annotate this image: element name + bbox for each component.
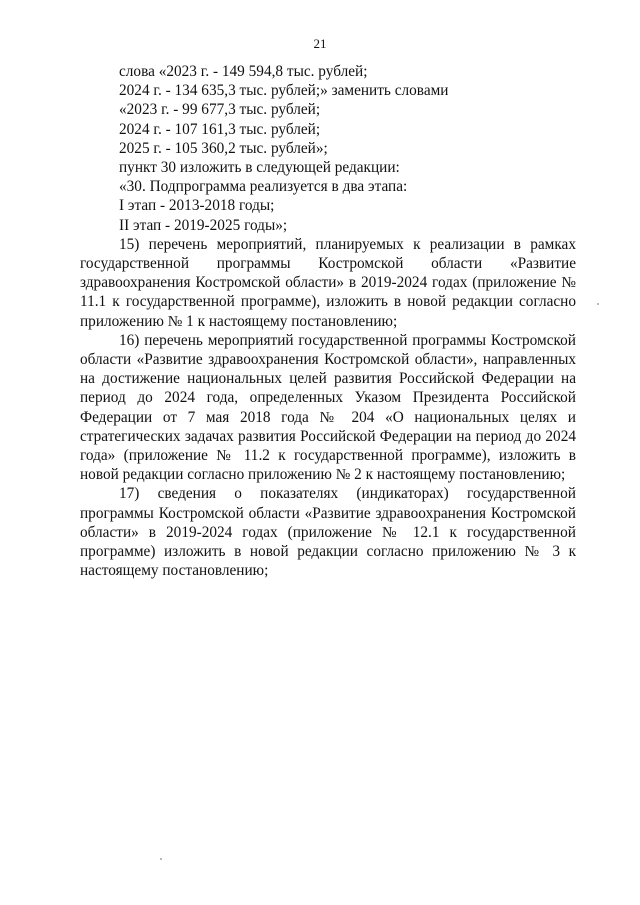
text-line: 2025 г. - 105 360,2 тыс. рублей»; <box>119 139 328 157</box>
page-number: 21 <box>313 36 327 51</box>
text-line: «30. Подпрограмма реализуется в два этапа: <box>119 178 408 196</box>
paragraph-item-15: 15) перечень мероприятий, планируемых к реализации в рамках государственной программы Костромской области «Развитие здравоохранения Костромской области» в 2019-2024 годах (приложение № 11.1 к государственной программе), изложить в новой редакции согласно приложению № 1 к настоящему постановлению; <box>80 235 576 330</box>
paragraph-item-16: 16) перечень мероприятий государственной программы Костромской области «Развитие здравоохранения Костромской области», направленных на достижение национальных целей развития Российской Федерации на период до 2024 года, определенных Указом Президента Российской Федерации от 7 мая 2018 года № 204 «О национальных целях и стратегических задачах развития Российской Федерации на период до 2024 года» (приложение № 11.2 к государственной программе), изложить в новой редакции согласно приложению № 2 к настоящему постановлению; <box>80 331 576 484</box>
paragraph-item-17: 17) сведения о показателях (индикаторах) государственной программы Костромской области «Развитие здравоохранения Костромской области» в 2019-2024 годах (приложение № 12.1 к государственной программе) изложить в новой редакции согласно приложению № 3 к настоящему постановлению; <box>80 485 576 580</box>
scan-speck <box>160 858 162 860</box>
text-line: 2024 г. - 107 161,3 тыс. рублей; <box>119 120 321 138</box>
document-body <box>80 62 576 580</box>
text-line: 2024 г. - 134 635,3 тыс. рублей;» заменить словами <box>119 82 449 100</box>
text-line: пункт 30 изложить в следующей редакции: <box>119 159 400 177</box>
text-line: «2023 г. - 99 677,3 тыс. рублей; <box>119 101 321 119</box>
text-line: слова «2023 г. - 149 594,8 тыс. рублей; <box>119 63 368 80</box>
text-line: II этап - 2019-2025 годы»; <box>119 216 288 234</box>
text-line: I этап - 2013-2018 годы; <box>119 197 275 215</box>
scan-speck <box>597 303 599 305</box>
